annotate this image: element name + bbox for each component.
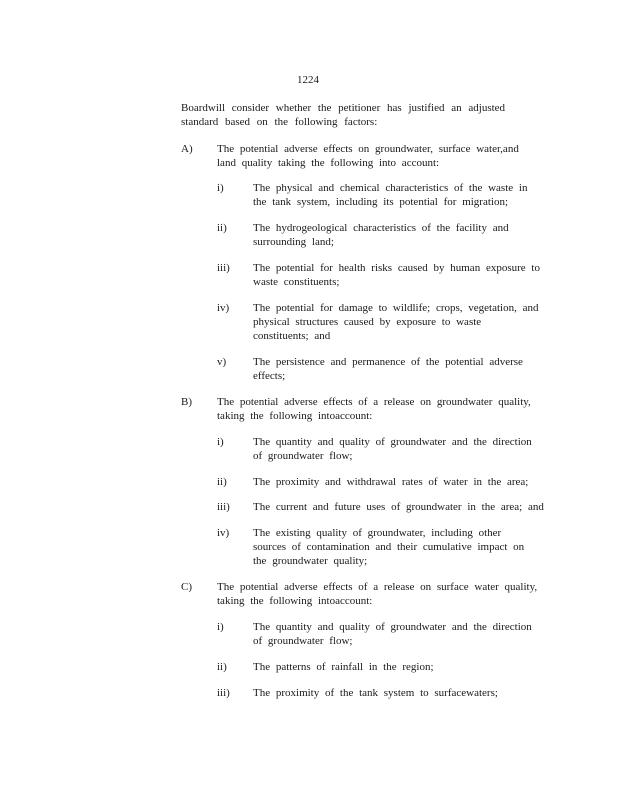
item-label: iv) — [217, 527, 230, 539]
section-label: A) — [181, 143, 193, 155]
item-line: physical structures caused by exposure to waste — [253, 316, 482, 328]
item-line: the groundwater quality; — [253, 555, 368, 567]
item-line: The potential for health risks caused by human exposure to — [253, 262, 540, 274]
item-line: The physical and chemical characteristics of the waste in — [253, 182, 528, 194]
item-text — [253, 221, 543, 249]
item-line: surrounding land; — [253, 236, 334, 248]
intro-paragraph — [181, 101, 506, 129]
section-text — [217, 580, 537, 608]
item-text — [253, 686, 543, 700]
item-text — [253, 261, 543, 289]
item-label: ii) — [217, 222, 227, 234]
item-text — [253, 620, 543, 648]
section-line: The potential adverse effects on groundwater, surface water,and — [217, 143, 519, 155]
section-label: B) — [181, 396, 192, 408]
item-text — [253, 660, 543, 674]
section-text — [217, 142, 537, 170]
item-line: sources of contamination and their cumulative impact on — [253, 541, 525, 553]
section-line: taking the following intoaccount: — [217, 595, 373, 607]
item-label: iii) — [217, 262, 230, 274]
item-line: The hydrogeological characteristics of the facility and — [253, 222, 509, 234]
item-text — [253, 435, 543, 463]
item-line: of groundwater flow; — [253, 635, 353, 647]
section-line: land quality taking the following into account: — [217, 157, 440, 169]
intro-line: standard based on the following factors: — [181, 116, 378, 128]
item-line: The quantity and quality of groundwater and the direction — [253, 621, 532, 633]
section-text — [217, 395, 537, 423]
section-line: The potential adverse effects of a release on groundwater quality, — [217, 396, 531, 408]
item-text — [253, 475, 543, 489]
item-label: i) — [217, 621, 224, 633]
item-line: effects; — [253, 370, 286, 382]
item-line: The existing quality of groundwater, including other — [253, 527, 502, 539]
item-text — [253, 500, 543, 514]
item-line: The proximity of the tank system to surfacewaters; — [253, 687, 498, 699]
item-line: The proximity and withdrawal rates of water in the area; — [253, 476, 529, 488]
section-line: The potential adverse effects of a release on surface water quality, — [217, 581, 538, 593]
item-line: The persistence and permanence of the potential adverse — [253, 356, 523, 368]
item-label: ii) — [217, 661, 227, 673]
item-line: constituents; and — [253, 330, 331, 342]
intro-line: Boardwill consider whether the petitioner has justified an adjusted — [181, 102, 506, 114]
item-line: waste constituents; — [253, 276, 340, 288]
item-text — [253, 355, 543, 383]
page-number: 1224 — [297, 74, 319, 86]
item-line: The patterns of rainfall in the region; — [253, 661, 434, 673]
item-line: The current and future uses of groundwater in the area; and — [253, 501, 544, 513]
item-label: iii) — [217, 501, 230, 513]
item-label: ii) — [217, 476, 227, 488]
item-line: The potential for damage to wildlife; crops, vegetation, and — [253, 302, 539, 314]
item-line: the tank system, including its potential for migration; — [253, 196, 509, 208]
item-label: i) — [217, 182, 224, 194]
item-label: iv) — [217, 302, 230, 314]
item-label: v) — [217, 356, 227, 368]
section-line: taking the following intoaccount: — [217, 410, 373, 422]
item-label: iii) — [217, 687, 230, 699]
item-text — [253, 526, 543, 568]
item-line: of groundwater flow; — [253, 450, 353, 462]
item-line: The quantity and quality of groundwater and the direction — [253, 436, 532, 448]
item-label: i) — [217, 436, 224, 448]
item-text — [253, 301, 543, 343]
section-label: C) — [181, 581, 192, 593]
item-text — [253, 181, 543, 209]
